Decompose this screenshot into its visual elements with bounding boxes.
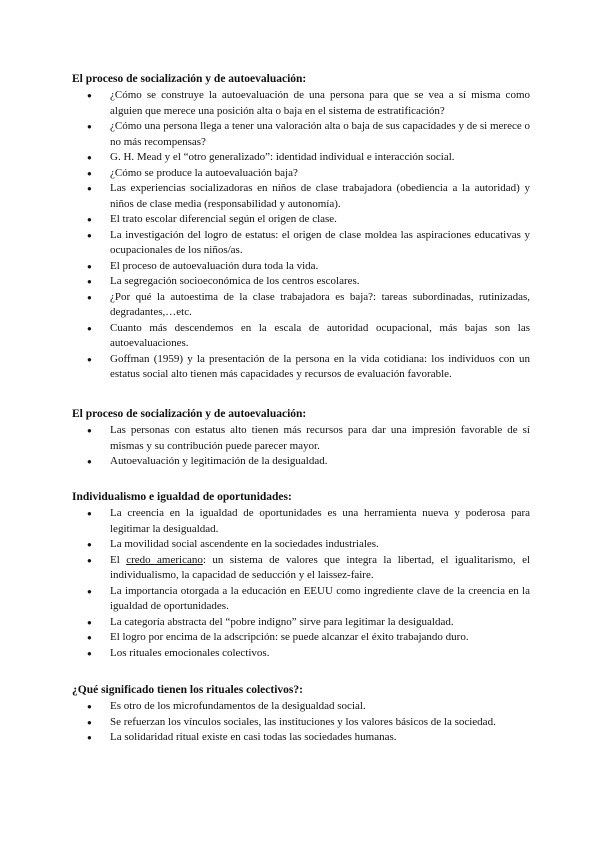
list-item: ● Se refuerzan los vínculos sociales, las instituciones y los valores básicos de la sociedad.	[72, 715, 530, 731]
credo-prefix: El	[110, 553, 127, 566]
list-item: ● Cuanto más descendemos en la escala de autoridad ocupacional, más bajas son las autoevaluaciones.	[72, 321, 530, 352]
section-heading: El proceso de socialización y de autoevaluación:	[72, 73, 307, 85]
bullet-list	[72, 88, 530, 383]
section-socializacion-2	[72, 407, 530, 470]
list-item: ● La segregación socioeconómica de los centros escolares.	[72, 274, 530, 290]
section-heading: Individualismo e igualdad de oportunidades:	[72, 491, 292, 503]
list-item: ● ¿Cómo se construye la autoevaluación de una persona para que se vea a sí misma como alguien que merece una posición alta o baja en el sistema de estratificación?	[72, 88, 530, 119]
list-item: ● G. H. Mead y el “otro generalizado”: identidad individual e interacción social.	[72, 150, 530, 166]
section-heading: El proceso de socialización y de autoevaluación:	[72, 408, 307, 420]
list-item: ● El logro por encima de la adscripción: se puede alcanzar el éxito trabajando duro.	[72, 630, 530, 646]
list-item: ● La investigación del logro de estatus: el origen de clase moldea las aspiraciones educativas y ocupacionales de los niños/as.	[72, 228, 530, 259]
list-item: ● Autoevaluación y legitimación de la desigualdad.	[72, 454, 530, 470]
list-item: ● La importancia otorgada a la educación en EEUU como ingrediente clave de la creencia en la igualdad de oportunidades.	[72, 584, 530, 615]
credo-suffix: : un sistema de valores que integra la libertad, el igualitarismo, el individualismo, la capacidad de seducción y el laissez-faire.	[110, 553, 531, 581]
list-item: ● Goffman (1959) y la presentación de la persona en la vida cotidiana: los individuos con un estatus social alto tienen más capacidades y recursos de evaluación favorable.	[72, 352, 530, 383]
list-item: ● Los rituales emocionales colectivos.	[72, 646, 530, 662]
list-item: ● La categoría abstracta del “pobre indigno” sirve para legitimar la desigualdad.	[72, 615, 530, 631]
list-item: ● ¿Cómo una persona llega a tener una valoración alta o baja de sus capacidades y de si merece o no más recompensas?	[72, 119, 530, 150]
section-socializacion-1	[72, 72, 530, 383]
list-item: ● ¿Por qué la autoestima de la clase trabajadora es baja?: tareas subordinadas, rutinizadas, degradantes,…etc.	[72, 290, 530, 321]
bullet-list	[72, 423, 530, 470]
list-item: ● El trato escolar diferencial según el origen de clase.	[72, 212, 530, 228]
section-heading: ¿Qué significado tienen los rituales colectivos?:	[72, 684, 303, 696]
credo-americano-link[interactable]: credo americano	[126, 553, 203, 566]
list-item: ● La solidaridad ritual existe en casi todas las sociedades humanas.	[72, 730, 530, 746]
list-item: ● Es otro de los microfundamentos de la desigualdad social.	[72, 699, 530, 715]
list-item: ● ¿Cómo se produce la autoevaluación baja?	[72, 166, 530, 182]
list-item: ● Las personas con estatus alto tienen más recursos para dar una impresión favorable de sí mismas y su contribución puede parecer mayor.	[72, 423, 530, 454]
list-item: ● Las experiencias socializadoras en niños de clase trabajadora (obediencia a la autoridad) y niños de clase media (responsabilidad y autonomía).	[72, 181, 530, 212]
bullet-list	[72, 699, 530, 746]
list-item-credo	[72, 553, 530, 584]
list-item: ● La movilidad social ascendente en la sociedades industriales.	[72, 537, 530, 553]
section-rituales	[72, 683, 530, 746]
list-item: ● El proceso de autoevaluación dura toda la vida.	[72, 259, 530, 275]
bullet-list	[72, 506, 530, 661]
section-individualismo	[72, 490, 530, 661]
list-item: ● La creencia en la igualdad de oportunidades es una herramienta nueva y poderosa para legitimar la desigualdad.	[72, 506, 530, 537]
